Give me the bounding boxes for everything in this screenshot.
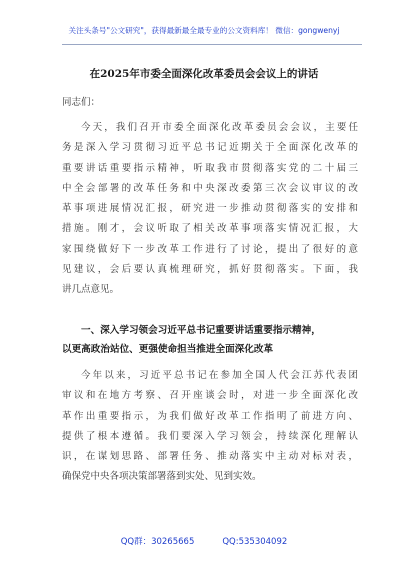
- paragraph-section1: [62, 366, 358, 488]
- document-title: 在2025年市委全面深化改革委员会会议上的讲话: [89, 68, 319, 80]
- paragraph-line: 见建议，会后要认真梳理研究，抓好贯彻落实。下面，我: [62, 264, 358, 276]
- paragraph-line: 重要讲话重要指示精神，听取我市贯彻落实党的二十届三: [62, 162, 358, 174]
- paragraph-line: 识，在谋划思路、部署任务、推动落实中主动对标对表，: [62, 451, 358, 463]
- paragraph-line: 革作出重要指示，为我们做好改革工作指明了前进方向、: [62, 410, 358, 422]
- paragraph-line: 中全会部署的改革任务和中央深改委第三次会议审议的改: [62, 182, 358, 194]
- paragraph-line: 今年以来，习近平总书记在参加全国人代会江苏代表团: [81, 370, 358, 381]
- paragraph-line: 今天，我们召开市委全面深化改革委员会会议，主要任: [81, 122, 358, 133]
- paragraph-line: 提供了根本遵循。我们要深入学习领会，持续深化理解认: [62, 430, 358, 442]
- paragraph-line: 务是深入学习贯彻习近平总书记近期关于全面深化改革的: [62, 142, 358, 154]
- paragraph-line: 讲几点意见。: [62, 284, 120, 296]
- section-heading-line: 一、深入学习领会习近平总书记重要讲话重要指示精神，: [81, 325, 321, 336]
- paragraph-line: 审议和在地方考察、召开座谈会时，对进一步全面深化改: [62, 390, 358, 402]
- paragraph-line: 革事项进展情况汇报，研究进一步推动贯彻落实的安排和: [62, 203, 358, 215]
- footer-contact: [0, 536, 408, 548]
- paragraph-line: 确保党中央各项决策部署落到实处、见到实效。: [62, 471, 262, 483]
- paragraph-line: 措施。刚才，会议听取了相关改革事项落实情况汇报，大: [62, 223, 358, 235]
- footer-qq-number: QQ:535304092: [222, 537, 288, 547]
- header-promo-text: 关注头条号"公文研究"，获得最新最全最专业的公文资料库！ 微信：gongwenyj: [68, 26, 340, 35]
- section-heading-1: [62, 321, 362, 359]
- paragraph-intro: [62, 118, 358, 301]
- paragraph-line: 家围绕做好下一步改革工作进行了讨论，提出了很好的意: [62, 243, 358, 255]
- section-heading-line: 以更高政治站位、更强使命担当推进全面深化改革: [62, 344, 274, 355]
- header-divider: [62, 44, 362, 45]
- footer-qq-group: QQ群：30265665: [120, 537, 195, 547]
- salutation: 同志们：: [62, 97, 101, 108]
